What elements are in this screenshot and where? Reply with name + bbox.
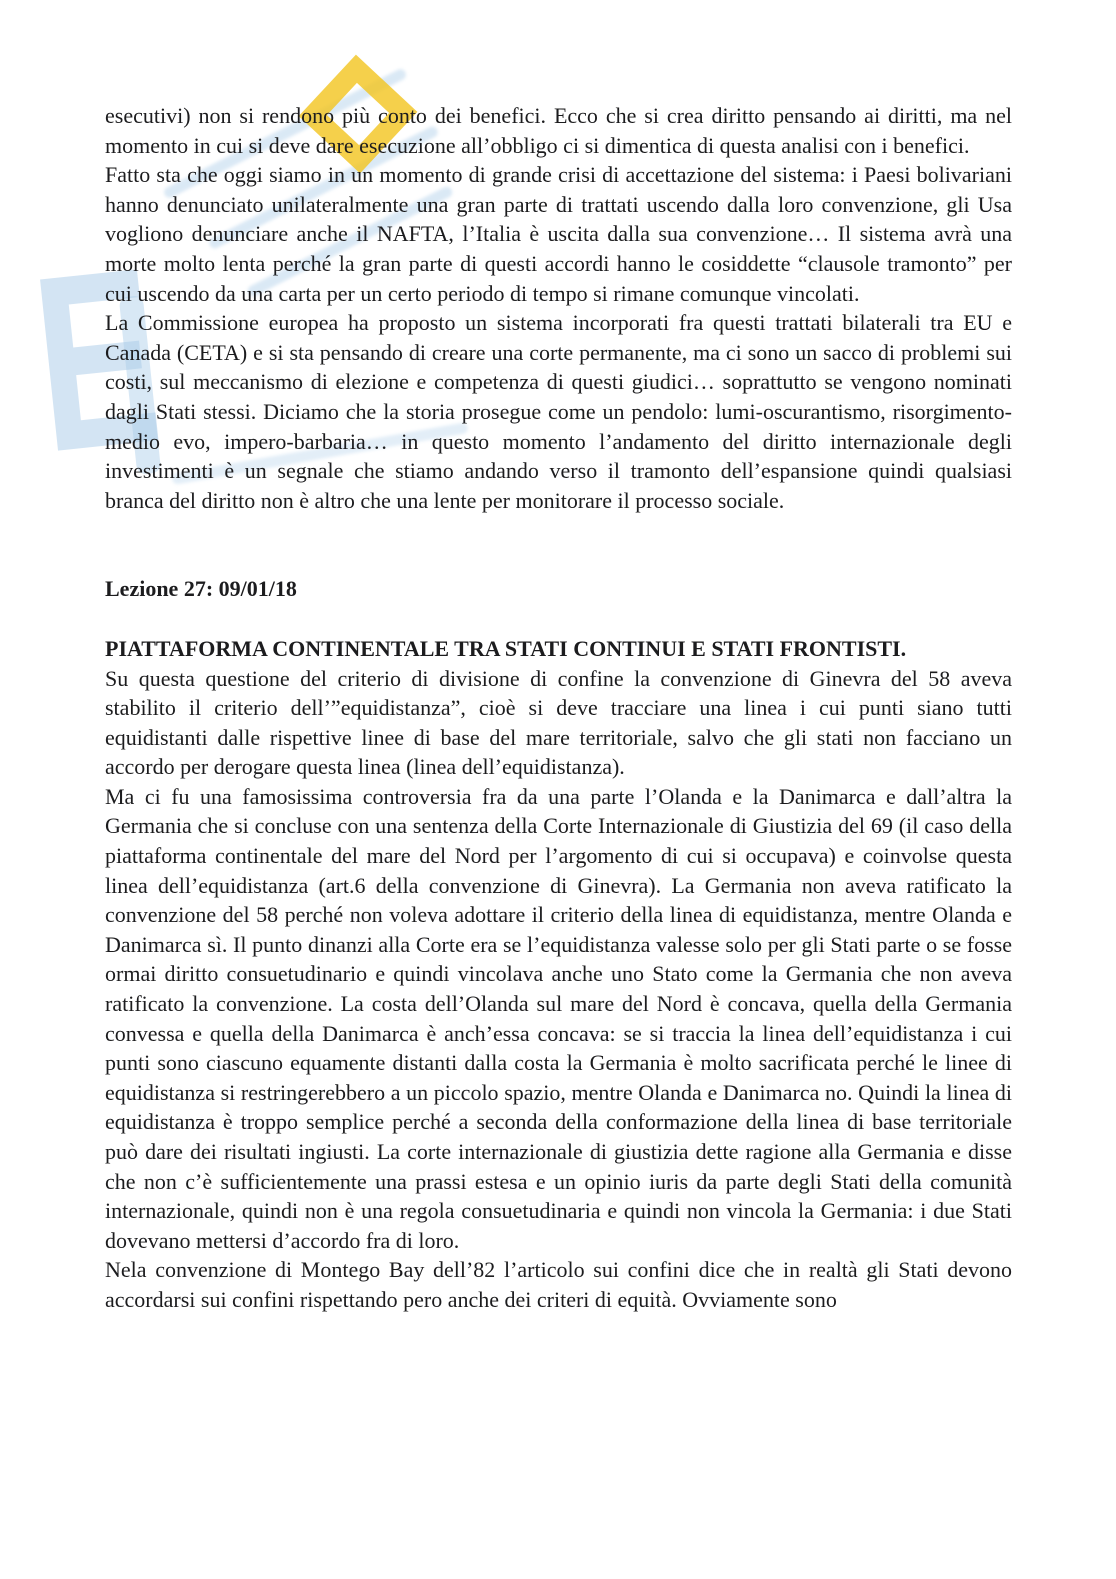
paragraph-commissione-europea: La Commissione europea ha proposto un sistema incorporati fra questi trattati bilaterali tra EU e Canada (CETA) e si sta pensando di creare una corte permanente, ma ci sono un sacco di problemi sui costi, sul meccanismo di elezione e competenza di questi giudici… soprattutto se vengono nominati dagli Stati stessi. Diciamo che la storia prosegue come un pendolo: lumi-oscurantismo, risorgimento-medio evo, impero-barbaria… in questo momento l’andamento del diritto internazionale degli investimenti è un segnale che stiamo andando verso il tramonto dell’espansione quindi qualsiasi branca del diritto non è altro che una lente per monitorare il processo sociale. bbox=[105, 310, 1012, 513]
document-text bbox=[105, 101, 1012, 1315]
paragraph-crisi-sistema: Fatto sta che oggi siamo in un momento di grande crisi di accettazione del sistema: i Paesi bolivariani hanno denunciato unilateralmente una gran parte di trattati uscendo dalla loro convenzione, gli Usa vogliono denunciare anche il NAFTA, l’Italia è uscita dalla sua convenzione… Il sistema avrà una morte molto lenta perché la gran parte di questi accordi hanno le cosiddette “clausole tramonto” per cui uscendo da una carta per un certo periodo di tempo si rimane comunque vincolati. bbox=[105, 162, 1012, 306]
paragraph-controversia-mare-del-nord: Ma ci fu una famosissima controversia fra da una parte l’Olanda e la Danimarca e dall’altra la Germania che si concluse con una sentenza della Corte Internazionale di Giustizia del 69 (il caso della piattaforma continentale del mare del Nord per l’argomento di cui si occupava) e coinvolse questa linea dell’equidistanza (art.6 della convenzione di Ginevra). La Germania non aveva ratificato la convenzione del 58 perché non voleva adottare il criterio della linea di equidistanza, mentre Olanda e Danimarca sì. Il punto dinanzi alla Corte era se l’equidistanza valesse solo per gli Stati parte o se fosse ormai diritto consuetudinario e quindi vincolava anche uno Stato come la Germania che non aveva ratificato la convenzione. La costa dell’Olanda sul mare del Nord è concava, quella della Germania convessa e quella della Danimarca è anch’essa concava: se si traccia la linea dell’equidistanza i cui punti sono ciascuno equamente distanti dalla costa la Germania è molto sacrificata perché le linee di equidistanza si restringerebbero a un piccolo spazio, mentre Olanda e Danimarca no. Quindi la linea di equidistanza è troppo semplice perché a seconda della conformazione della linea di base territoriale può dare dei risultati ingiusti. La corte internazionale di giustizia dette ragione alla Germania e disse che non c’è sufficientemente una prassi estesa e un opinio iuris da parte degli Stati della comunità internazionale, quindi non è una regola consuetudinaria e quindi non vincola la Germania: i due Stati dovevano mettersi d’accordo fra di loro. bbox=[105, 783, 1012, 1253]
watermark-letter: E bbox=[22, 214, 171, 505]
paragraph-benefici: esecutivi) non si rendono più conto dei benefici. Ecco che si crea diritto pensando ai diritti, ma nel momento in cui si deve dare esecuzione all’obbligo ci si dimentica di questa analisi con i benefici. bbox=[105, 103, 1012, 158]
paragraph-convenzione-ginevra: Su questa questione del criterio di divisione di confine la convenzione di Ginevra del 58 aveva stabilito il criterio dell’”equidistanza”, cioè si deve tracciare una linea i cui punti siano tutti equidistanti dalle rispettive linee di base del mare territoriale, salvo che gli stati non facciano un accordo per derogare questa linea (linea dell’equidistanza). bbox=[105, 665, 1012, 780]
paragraph-montego-bay: Nela convenzione di Montego Bay dell’82 l’articolo sui confini dice che in realtà gli Stati devono accordarsi sui confini rispettando pero anche dei criteri di equità. Ovviamente sono bbox=[105, 1257, 1012, 1312]
lesson-heading: Lezione 27: 09/01/18 bbox=[105, 576, 297, 602]
section-heading-piattaforma-continentale: PIATTAFORMA CONTINENTALE TRA STATI CONTINUI E STATI FRONTISTI. bbox=[105, 635, 907, 661]
